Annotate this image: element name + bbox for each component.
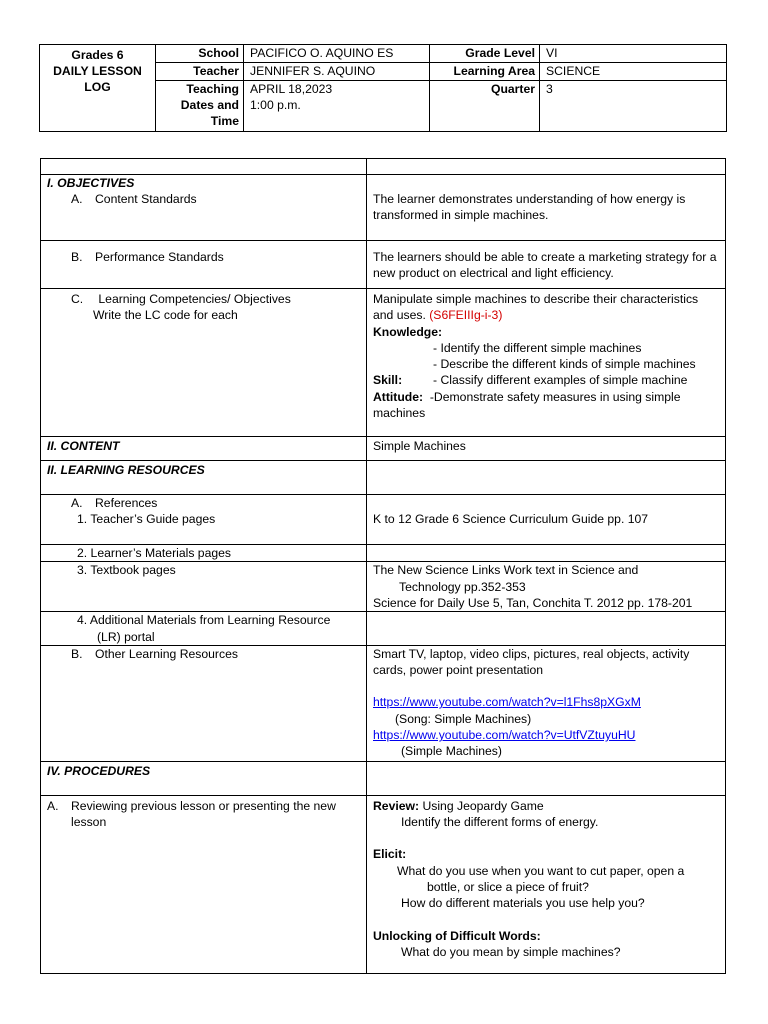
tg-value-cell bbox=[367, 495, 726, 545]
review-label: Review: bbox=[373, 798, 420, 813]
attitude-row bbox=[373, 389, 719, 422]
empty-cell bbox=[367, 461, 726, 495]
learning-area-label: Learning Area bbox=[430, 63, 539, 81]
empty-cell bbox=[367, 545, 726, 562]
procedure-a-line-2: lesson bbox=[71, 815, 107, 830]
objectives-cell bbox=[41, 175, 367, 241]
skill-label: Skill: bbox=[373, 373, 403, 388]
textbook-line-3: Science for Daily Use 5, Tan, Conchita T. 2012 pp. 178-201 bbox=[373, 595, 693, 610]
link2-note: (Simple Machines) bbox=[401, 744, 502, 759]
content-standards-text: The learner demonstrates understanding of how energy is transformed in simple machines. bbox=[373, 192, 686, 223]
teacher-value: JENNIFER S. AQUINO bbox=[244, 63, 429, 81]
content-value: Simple Machines bbox=[367, 437, 726, 461]
unlocking-label: Unlocking of Difficult Words: bbox=[373, 928, 541, 943]
content-heading: II. CONTENT bbox=[41, 437, 367, 461]
grade-level-label: Grade Level bbox=[430, 45, 539, 63]
additional-materials-cell bbox=[41, 612, 367, 646]
attitude-label: Attitude: bbox=[373, 389, 424, 404]
knowledge-item-2: - Describe the different kinds of simple machines bbox=[433, 357, 696, 372]
time-value: 1:00 p.m. bbox=[250, 98, 301, 112]
review-sub: Identify the different forms of energy. bbox=[401, 815, 599, 830]
content-standards-letter: A. bbox=[71, 192, 83, 207]
competencies-label: Learning Competencies/ Objectives bbox=[98, 292, 291, 306]
left-values bbox=[244, 45, 430, 132]
left-labels bbox=[156, 45, 244, 132]
elicit-label: Elicit: bbox=[373, 847, 407, 862]
right-values bbox=[540, 45, 727, 132]
grade-level-value: VI bbox=[540, 45, 726, 63]
performance-standards-text: The learners should be able to create a marketing strategy for a new product on electrical and light efficiency. bbox=[367, 241, 726, 289]
teacher-label: Teacher bbox=[156, 63, 243, 81]
elicit-question-1-line-2: bottle, or slice a piece of fruit? bbox=[427, 880, 589, 895]
empty-cell bbox=[367, 761, 726, 795]
lc-code: (S6FEIIIg-i-3) bbox=[429, 308, 503, 323]
content-standards-cell bbox=[367, 175, 726, 241]
youtube-link-2[interactable]: https://www.youtube.com/watch?v=UtfVZtuyuHU bbox=[373, 728, 636, 743]
right-labels bbox=[430, 45, 540, 132]
other-label: Other Learning Resources bbox=[95, 646, 238, 661]
log-title bbox=[40, 45, 156, 132]
procedure-a-detail bbox=[367, 795, 726, 973]
lm-pages-label: 2. Learner’s Materials pages bbox=[41, 545, 367, 562]
content-standards-label: Content Standards bbox=[95, 192, 197, 207]
title-line-2: DAILY LESSON bbox=[53, 64, 142, 78]
dates-label-line-2: Dates and bbox=[180, 98, 239, 112]
quarter-label: Quarter bbox=[490, 82, 535, 96]
procedures-heading: IV. PROCEDURES bbox=[41, 761, 367, 795]
references-letter: A. bbox=[71, 496, 83, 510]
review-text: Using Jeopardy Game bbox=[422, 798, 544, 813]
procedure-a-line-1: Reviewing previous lesson or presenting the new bbox=[71, 798, 336, 813]
header-table bbox=[39, 44, 727, 132]
learning-area-value: SCIENCE bbox=[540, 63, 726, 81]
competencies-description: Manipulate simple machines to describe their characteristics and uses. bbox=[373, 292, 699, 323]
title-line-1: Grades 6 bbox=[71, 48, 124, 62]
procedure-a-letter: A. bbox=[47, 798, 59, 813]
knowledge-label: Knowledge: bbox=[373, 324, 443, 339]
textbook-pages-label: 3. Textbook pages bbox=[41, 562, 367, 612]
empty-cell bbox=[367, 612, 726, 646]
skill-text: - Classify different examples of simple machine bbox=[433, 373, 688, 388]
school-value: PACIFICO O. AQUINO ES bbox=[244, 45, 429, 63]
performance-standards-label: Performance Standards bbox=[95, 250, 224, 264]
elicit-question-2: How do different materials you use help you? bbox=[401, 896, 645, 911]
performance-standards-cell bbox=[41, 241, 367, 289]
tg-pages-label: 1. Teacher’s Guide pages bbox=[77, 512, 216, 527]
competencies-sub: Write the LC code for each bbox=[93, 308, 238, 323]
textbook-line-2: Technology pp.352-353 bbox=[399, 579, 526, 594]
lesson-table bbox=[40, 158, 726, 974]
objectives-heading: I. OBJECTIVES bbox=[47, 176, 135, 190]
date-value: APRIL 18,2023 bbox=[250, 82, 333, 96]
tg-value: K to 12 Grade 6 Science Curriculum Guide pp. 107 bbox=[373, 512, 649, 526]
textbook-cell bbox=[367, 562, 726, 612]
attitude-text: -Demonstrate safety measures in using simple machines bbox=[373, 389, 681, 421]
knowledge-item-1: - Identify the different simple machines bbox=[433, 340, 642, 355]
competencies-letter: C. bbox=[71, 292, 84, 306]
quarter-value: 3 bbox=[546, 82, 553, 96]
link1-note: (Song: Simple Machines) bbox=[395, 711, 532, 726]
additional-line-2: (LR) portal bbox=[97, 629, 155, 644]
references-cell bbox=[41, 495, 367, 545]
other-letter: B. bbox=[71, 646, 83, 661]
youtube-link-1[interactable]: https://www.youtube.com/watch?v=l1Fhs8pXGxM bbox=[373, 695, 641, 710]
competencies-detail-cell bbox=[367, 289, 726, 437]
skill-row bbox=[373, 372, 719, 388]
empty-cell bbox=[367, 159, 726, 175]
textbook-line-1: The New Science Links Work text in Science and bbox=[373, 563, 639, 578]
dates-label-line-1: Teaching bbox=[186, 82, 239, 96]
elicit-question-1-line-1: What do you use when you want to cut paper, open a bbox=[397, 863, 685, 878]
competencies-text bbox=[373, 291, 719, 324]
dates-label-line-3: Time bbox=[210, 114, 239, 128]
school-label: School bbox=[156, 45, 243, 63]
procedure-a-cell bbox=[41, 795, 367, 973]
additional-line-1: 4. Additional Materials from Learning Resource bbox=[77, 613, 331, 628]
performance-standards-letter: B. bbox=[71, 250, 83, 264]
content-standards-row bbox=[47, 191, 360, 207]
references-label: References bbox=[95, 496, 158, 510]
competencies-cell bbox=[41, 289, 367, 437]
date-time-value bbox=[244, 81, 429, 113]
other-resources-detail bbox=[367, 645, 726, 761]
unlocking-question: What do you mean by simple machines? bbox=[401, 944, 621, 959]
title-line-3: LOG bbox=[84, 80, 111, 94]
dates-label bbox=[156, 81, 243, 129]
other-resources-cell bbox=[41, 645, 367, 761]
empty-cell bbox=[41, 159, 367, 175]
resources-heading: II. LEARNING RESOURCES bbox=[41, 461, 367, 495]
other-resources-text: Smart TV, laptop, video clips, pictures, real objects, activity cards, power point presentation bbox=[373, 646, 690, 678]
